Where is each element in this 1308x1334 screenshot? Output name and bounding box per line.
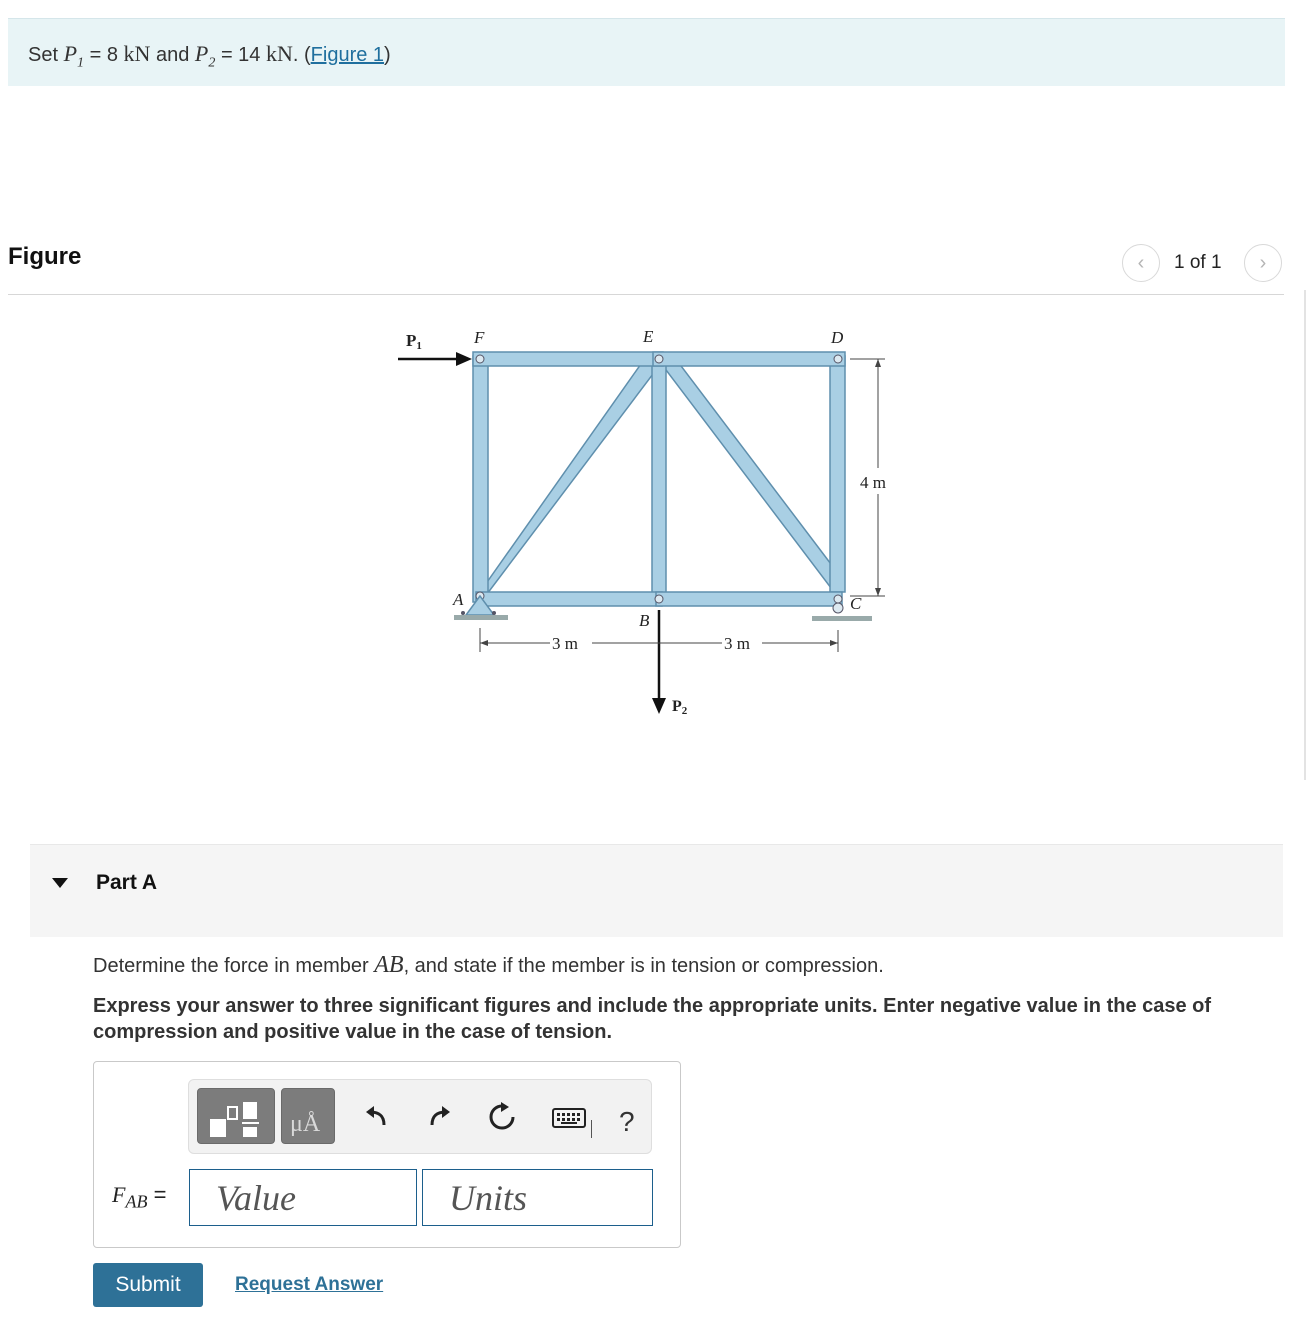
submit-button[interactable]: Submit <box>93 1263 203 1307</box>
answer-subscript: AB <box>125 1191 148 1212</box>
period: . ( <box>292 44 311 66</box>
redo-icon <box>424 1103 452 1131</box>
p2-unit: kN <box>265 41 293 66</box>
caret-down-icon[interactable] <box>52 878 68 888</box>
templates-button[interactable] <box>197 1088 275 1144</box>
member-ed <box>653 352 845 366</box>
value-input[interactable] <box>189 1169 417 1226</box>
close-paren: ) <box>384 44 391 66</box>
mu-angstrom-icon: μÅ <box>290 1111 321 1137</box>
question-pre: Determine the force in member <box>93 955 369 977</box>
p2-symbol: $P_2$ <box>194 41 216 71</box>
p1-symbol: $P_1$ <box>63 41 85 71</box>
question-text <box>93 952 884 979</box>
part-title: Part A <box>96 871 158 894</box>
load-p1-arrow <box>398 352 472 366</box>
redo-button[interactable] <box>421 1100 455 1134</box>
problem-statement <box>28 41 391 71</box>
label-p1: P1 <box>406 331 422 352</box>
undo-icon <box>364 1103 392 1131</box>
p2-value: = 14 <box>220 44 261 66</box>
templates-icon <box>198 1089 274 1143</box>
pin-e <box>655 355 663 363</box>
units-input[interactable] <box>422 1169 653 1226</box>
member-fe <box>473 352 663 366</box>
undo-button[interactable] <box>361 1100 395 1134</box>
pin-f <box>476 355 484 363</box>
figure-pager <box>1122 244 1284 282</box>
pin-d <box>834 355 842 363</box>
truss-figure <box>380 318 910 728</box>
member-af <box>473 356 488 602</box>
prev-figure-button[interactable] <box>1122 244 1160 282</box>
reset-button[interactable] <box>485 1100 519 1134</box>
label-d: D <box>831 328 844 347</box>
label-e: E <box>643 327 654 346</box>
label-a: A <box>453 590 464 609</box>
question-post: , and state if the member is in tension or compression. <box>403 955 884 977</box>
member-bc <box>656 592 842 606</box>
next-figure-button[interactable] <box>1244 244 1282 282</box>
dim-tick <box>875 359 881 367</box>
pager-count: 1 of 1 <box>1174 252 1222 273</box>
answer-symbol: F <box>112 1182 126 1207</box>
symbols-button[interactable] <box>281 1088 335 1144</box>
label-dim-height: 4 m <box>860 473 886 492</box>
p1-unit: kN <box>123 41 151 66</box>
load-p2-arrow <box>652 610 666 714</box>
answer-box <box>93 1061 681 1248</box>
member-cd <box>830 356 845 592</box>
and-word: and <box>155 44 190 66</box>
figure-link[interactable]: Figure 1 <box>310 44 385 66</box>
request-answer-link[interactable]: Request Answer <box>235 1274 384 1295</box>
label-f: F <box>474 328 485 347</box>
answer-equals: = <box>153 1182 167 1207</box>
dim-tick <box>480 640 488 646</box>
dim-tick <box>830 640 838 646</box>
member-be <box>652 358 666 602</box>
label-dim-left: 3 m <box>552 634 578 653</box>
label-dim-right: 3 m <box>724 634 750 653</box>
set-word: Set <box>28 44 59 66</box>
figure-divider <box>8 294 1284 295</box>
problem-banner <box>8 18 1285 86</box>
member-ae <box>473 354 662 602</box>
label-p2: P2 <box>672 698 688 717</box>
panel-edge <box>1304 290 1306 780</box>
label-c: C <box>850 594 862 613</box>
chevron-left-icon: ‹ <box>1137 251 1145 274</box>
keyboard-button[interactable] <box>549 1100 589 1134</box>
math-toolbar <box>188 1079 652 1154</box>
help-button[interactable]: ? <box>619 1106 635 1137</box>
answer-instructions: Express your answer to three significant figures and include the appropriate units. Enter negative value in the case of compression and positive value in the case of tension. <box>93 995 1212 1043</box>
p1-value: = 8 <box>89 44 118 66</box>
chevron-right-icon: › <box>1259 251 1267 274</box>
member-ab <box>476 592 662 606</box>
reset-icon <box>487 1102 517 1132</box>
part-a-header[interactable] <box>30 844 1283 937</box>
pin-b <box>655 595 663 603</box>
question-member: AB <box>374 952 404 978</box>
pin-c <box>834 595 842 603</box>
dim-tick <box>875 588 881 596</box>
keyboard-icon <box>551 1105 587 1129</box>
toolbar-separator <box>591 1120 592 1138</box>
member-ec <box>660 354 843 588</box>
answer-label <box>112 1182 166 1212</box>
figure-heading: Figure <box>8 243 82 270</box>
label-b: B <box>639 611 650 630</box>
